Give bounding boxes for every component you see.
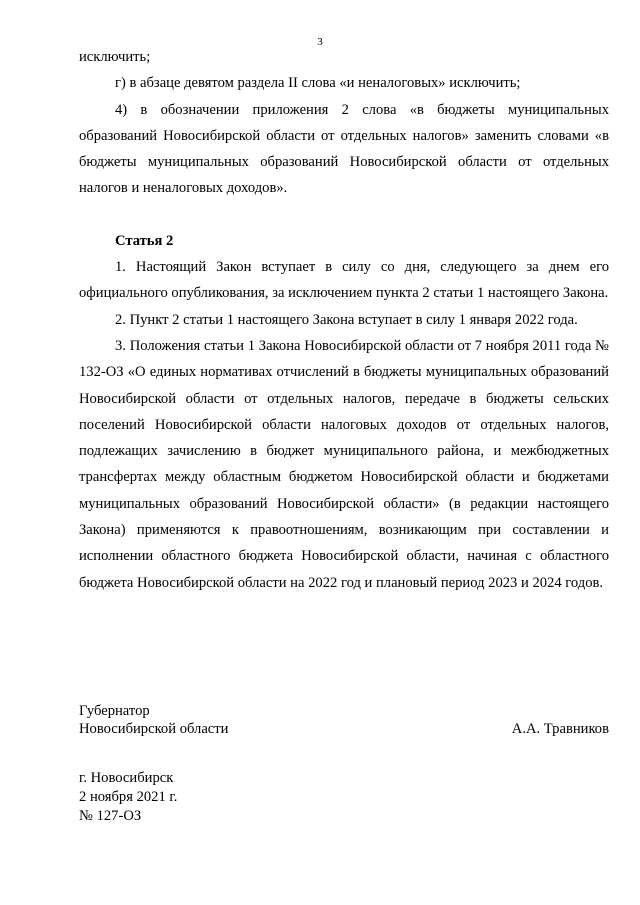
article-heading: Статья 2 [115, 232, 174, 249]
document-footer [79, 769, 177, 826]
paragraph-continuation: исключить; [79, 49, 151, 65]
footer-law-number: № 127-ОЗ [79, 808, 142, 824]
paragraph-item-4: 4) в обозначении приложения 2 слова «в бюджеты муниципальных образований Новосибирской области от отдельных налогов» заменить словами «в бюджеты муниципальных образований Новосибирской области от отдельных налогов и неналоговых доходов». [79, 101, 609, 197]
article-item-2: 2. Пункт 2 статьи 1 настоящего Закона вступает в силу 1 января 2022 года. [115, 311, 578, 328]
article-item-1: 1. Настоящий Закон вступает в силу со дня, следующего за днем его официального опубликования, за исключением пункта 2 статьи 1 настоящего Закона. [79, 259, 609, 302]
paragraph-item-g: г) в абзаце девятом раздела II слова «и неналоговых» исключить; [115, 75, 521, 92]
signer-name: А.А. Травников [511, 721, 609, 737]
article-item-3: 3. Положения статьи 1 Закона Новосибирской области от 7 ноября 2011 года № 132-ОЗ «О единых нормативах отчислений в бюджеты муниципальных образований Новосибирской области от отдельных налогов, передаче в бюджеты сельских поселений Новосибирской области налоговых доходов от отдельных налогов, подлежащих зачислению в бюджет муниципального района, и межбюджетных трансфертах между областным бюджетом Новосибирской области и бюджетами муниципальных образований Новосибирской области» (в редакции настоящего Закона) применяются к правоотношениям, возникающим при составлении и исполнении областного бюджета Новосибирской области, начиная с областного бюджета Новосибирской области на 2022 год и плановый период 2023 и 2024 годов. [79, 337, 609, 591]
page-number: 3 [317, 36, 323, 48]
signer-position-line1: Губернатор [79, 703, 150, 719]
footer-date: 2 ноября 2021 г. [79, 789, 178, 805]
signature-block [79, 702, 609, 738]
document-body [79, 44, 609, 596]
signer-position-line2: Новосибирской области [79, 721, 229, 737]
footer-city: г. Новосибирск [79, 770, 174, 786]
